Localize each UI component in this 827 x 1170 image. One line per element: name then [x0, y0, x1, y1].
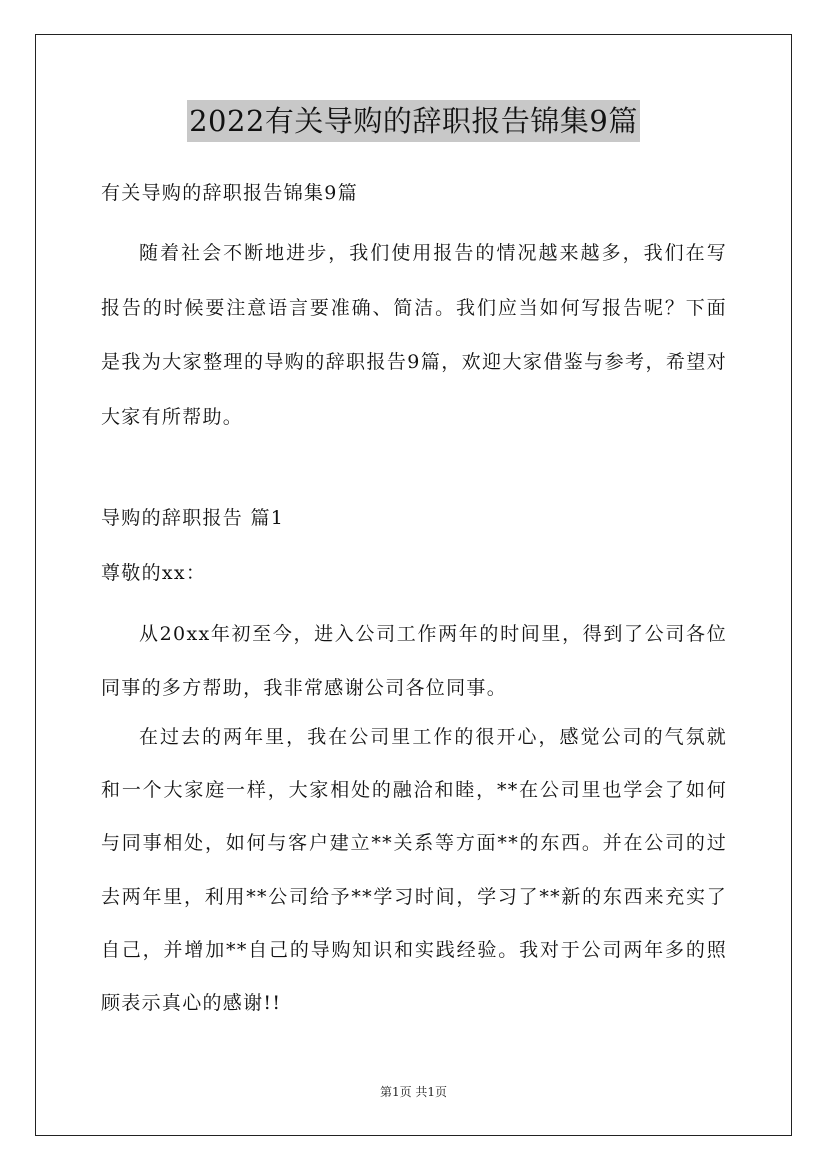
document-title-text: 2022有关导购的辞职报告锦集9篇 — [187, 100, 640, 142]
intro-paragraph: 随着社会不断地进步，我们使用报告的情况越来越多，我们在写报告的时候要注意语言要准确、简洁。我们应当如何写报告呢？下面是我为大家整理的导购的辞职报告9篇，欢迎大家借鉴与参考，希望对大家有所帮助。 — [101, 242, 727, 428]
section-heading: 导购的辞职报告 篇1 — [101, 507, 285, 529]
page-number-footer: 第1页 共1页 — [379, 1085, 448, 1099]
body-paragraph-2: 在过去的两年里，我在公司里工作的很开心，感觉公司的气氛就和一个大家庭一样，大家相处的融洽和睦，**在公司里也学会了如何与同事相处，如何与客户建立**关系等方面**的东西。并在公司的过去两年里，利用**公司给予**学习时间，学习了**新的东西来充实了自己，并增加**自己的导购知识和实践经验。我对于公司两年多的照顾表示真心的感谢!! — [101, 726, 727, 1015]
document-subtitle: 有关导购的辞职报告锦集9篇 — [101, 182, 358, 204]
document-title — [0, 100, 827, 142]
body-paragraph-1: 从20xx年初至今，进入公司工作两年的时间里，得到了公司各位同事的多方帮助，我非常感谢公司各位同事。 — [101, 623, 727, 699]
letter-salutation: 尊敬的xx： — [101, 562, 207, 584]
